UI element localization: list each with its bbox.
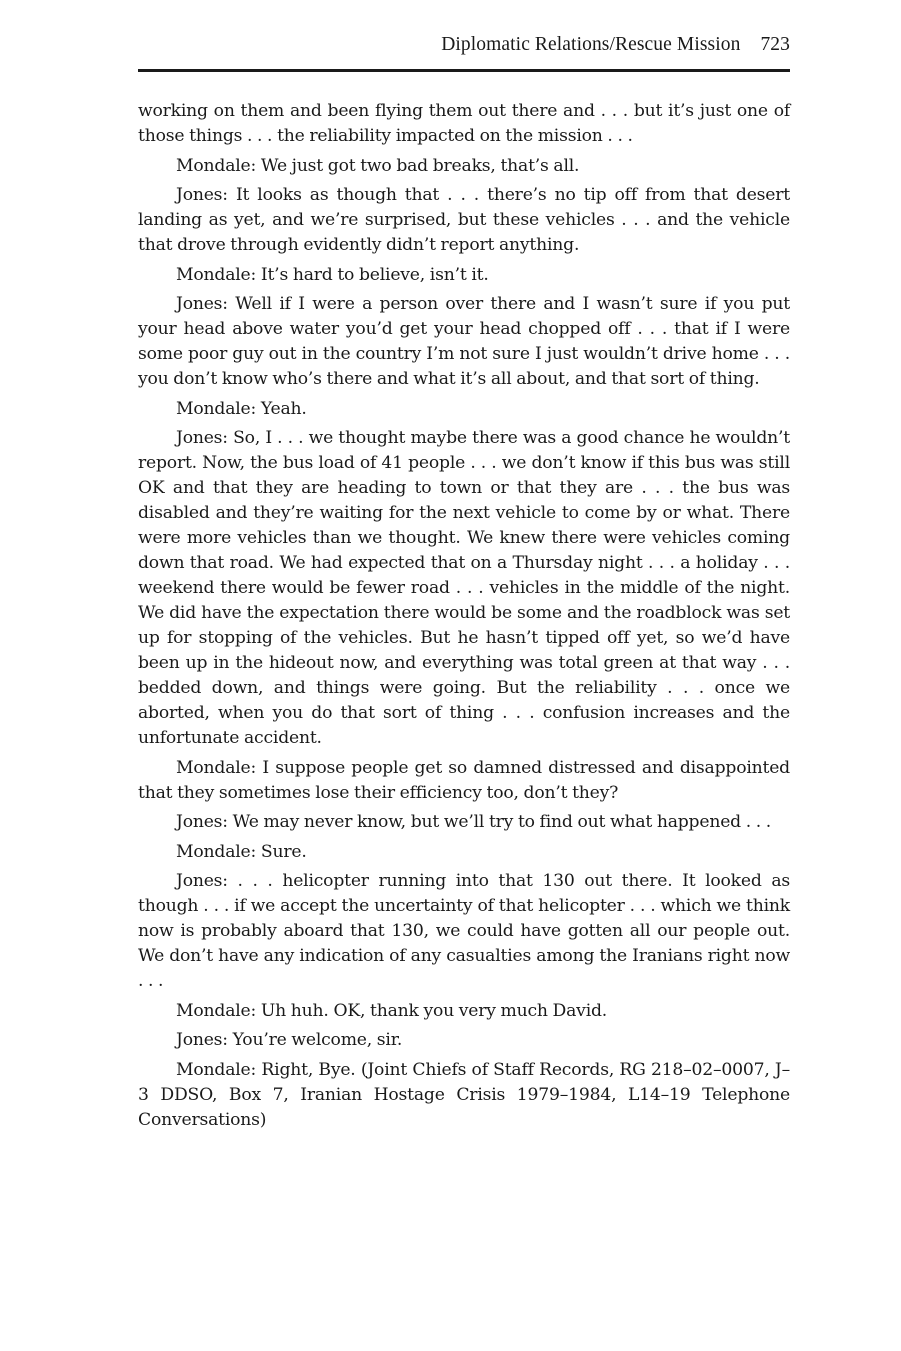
paragraph: Jones: Well if I were a person over there and I wasn’t sure if you put your head above water you’d get your head chopped off . . . that if I were some poor guy out in the country I’m not sure I just wouldn’t drive home . . . you don’t know who’s there and what it’s all about, and that sort of thing. [138,294,790,389]
paragraph: Mondale: We just got two bad breaks, that’s all. [176,155,580,176]
paragraph: Jones: You’re welcome, sir. [176,1030,403,1050]
paragraph-continued: working on them and been flying them out there and . . . but it’s just one of those things . . . the reliability impacted on the mission . . . [138,101,790,146]
paragraph: Jones: It looks as though that . . . there’s no tip off from that desert landing as yet, and we’re surprised, but these vehicles . . . and the vehicle that drove through evidently didn’t report anything. [138,185,790,255]
paragraph: Jones: We may never know, but we’ll try to find out what happened . . . [176,812,772,832]
paragraph: Mondale: Yeah. [176,398,307,419]
paragraph: Jones: So, I . . . we thought maybe there was a good chance he wouldn’t report. Now, the bus load of 41 people . . . we don’t know if this bus was still OK and that they are heading to town or that they are . . . the bus was disabled and they’re waiting for the next vehicle to come by or what. There were more vehicles than we thought. We knew there were vehicles coming down that road. We had expected that on a Thursday night . . . a holiday . . . weekend there would be fewer road . . . vehicles in the middle of the night. We did have the expectation there would be some and the roadblock was set up for stopping of the vehicles. But he hasn’t tipped off yet, so we’d have been up in the hideout now, and everything was total green at that way . . . bedded down, and things were going. But the reliability . . . once we aborted, when you do that sort of thing . . . confusion increases and the unfortunate accident. [138,428,790,748]
page-number: 723 [760,34,790,55]
paragraph: Jones: . . . helicopter running into that 130 out there. It looked as though . . . if we accept the uncertainty of that helicopter . . . which we think now is probably aboard that 130, we could have gotten all our people out. We don’t have any indication of any casualties among the Iranians right now . . . [138,871,790,991]
paragraph: Mondale: Sure. [176,841,307,862]
paragraph: Mondale: Uh huh. OK, thank you very much David. [176,1000,608,1021]
running-head [138,34,790,66]
paragraph: Mondale: I suppose people get so damned distressed and disappointed that they sometimes lose their efficiency too, don’t they? [138,757,790,803]
paragraph: Mondale: It’s hard to believe, isn’t it. [176,264,489,285]
header-rule [138,69,790,72]
body-text [138,99,790,1137]
running-title: Diplomatic Relations/Rescue Mission [441,34,741,55]
paragraph-citation: Mondale: Right, Bye. (Joint Chiefs of Staff Records, RG 218–02–0007, J–3 DDSO, Box 7, Iranian Hostage Crisis 1979–1984, L14–19 Telephone Conversations) [138,1059,790,1130]
